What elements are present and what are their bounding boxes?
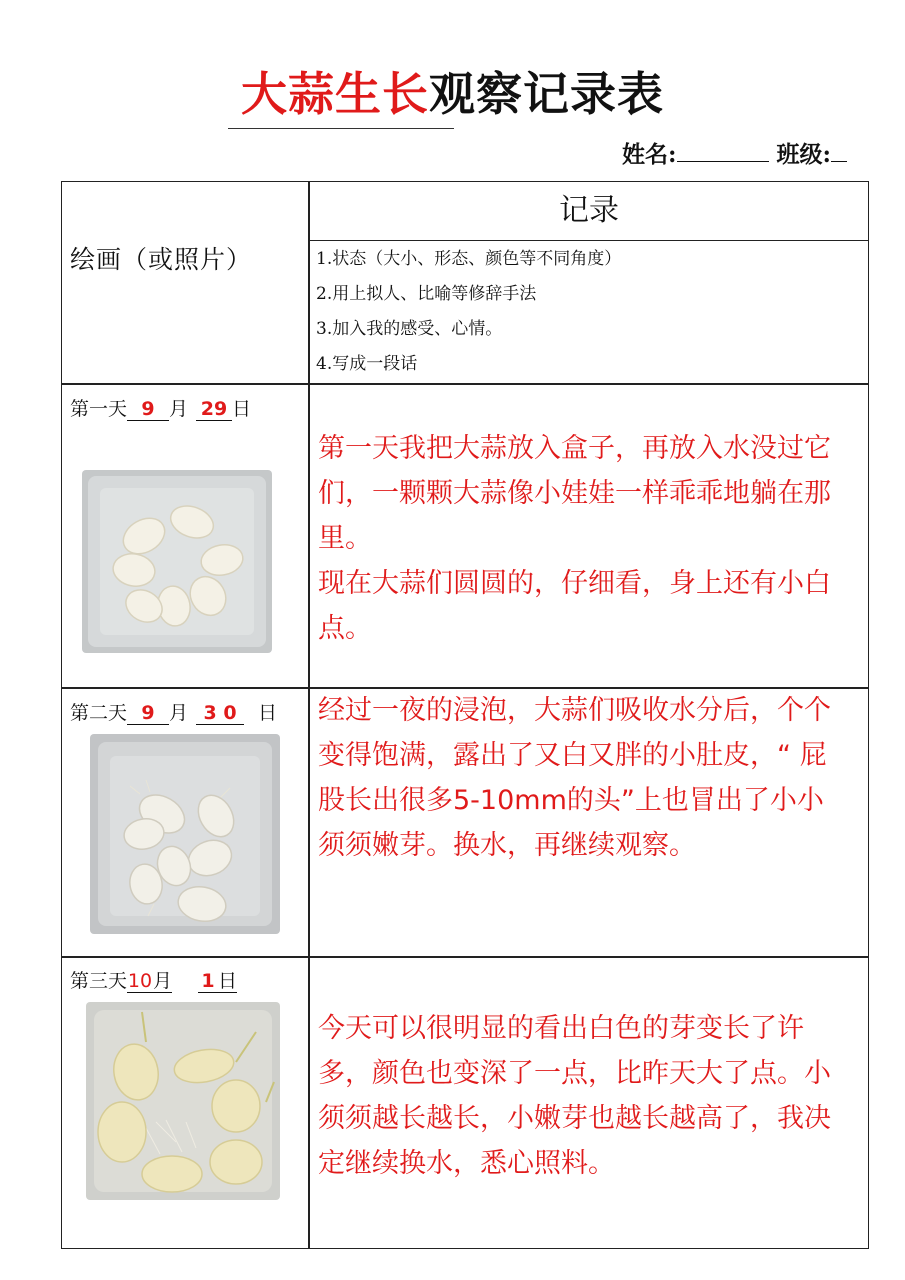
month-value: 9 (127, 702, 169, 725)
class-blank[interactable] (831, 142, 847, 162)
day-1-note: 第一天我把大蒜放入盒子，再放入水没过它们，一颗颗大蒜像小娃娃一样乖乖地躺在那里。 现在大蒜们圆圆的，仔细看，身上还有小白点。 (318, 433, 831, 644)
day-unit: 日 (218, 970, 238, 992)
column-divider (308, 182, 310, 1248)
student-info (622, 136, 847, 169)
day-2-date (70, 698, 277, 725)
name-blank[interactable] (677, 142, 769, 162)
day-3-note: 今天可以很明显的看出白色的芽变长了许多，颜色也变深了一点，比昨天大了点。小须须越长越长，小嫩芽也越长越高了，我决定继续换水，悉心照料。 (318, 1013, 831, 1179)
day-prefix: 第一天 (70, 398, 128, 420)
day-2-note: 经过一夜的浸泡，大蒜们吸收水分后，个个变得饱满，露出了又白又胖的小肚皮，“ 屁股长出很多5-10mm的头”上也冒出了小小须须嫩芽。换水，再继续观察。 (318, 695, 831, 861)
month-value: 10 (127, 970, 153, 992)
guide-item: 1.状态（大小、形态、颜色等不同角度） (316, 249, 622, 269)
day-2-photo (90, 734, 280, 934)
garlic-photo-icon (86, 1002, 280, 1200)
garlic-photo-icon (90, 734, 280, 934)
day-1-photo (82, 470, 272, 653)
day-3-photo (86, 1002, 280, 1200)
page-title (0, 58, 905, 124)
day-value: 29 (196, 398, 232, 421)
day-prefix: 第三天 (70, 970, 128, 992)
row-divider (62, 383, 868, 385)
class-label: 班级: (776, 141, 831, 168)
day-3-date (70, 966, 237, 993)
guide-item: 4.写成一段话 (316, 354, 418, 374)
day-unit: 日 (232, 398, 252, 420)
writing-guides (316, 244, 621, 384)
day-prefix: 第二天 (70, 702, 128, 724)
record-column-header: 记录 (559, 193, 619, 228)
drawing-column-header: 绘画（或照片） (70, 245, 253, 274)
day-value: 3 0 (196, 702, 244, 725)
month-unit: 月 (153, 970, 173, 992)
day-value: 1 (198, 970, 218, 993)
day-unit: 日 (258, 702, 278, 724)
month-unit: 月 (169, 702, 189, 724)
title-highlight: 大蒜生长 (241, 67, 429, 121)
day-1-date (70, 394, 251, 421)
title-rest: 观察记录表 (429, 67, 664, 121)
garlic-photo-icon (82, 470, 272, 653)
header-divider (309, 240, 869, 241)
month-value: 9 (127, 398, 169, 421)
title-underline (228, 128, 454, 129)
guide-item: 3.加入我的感受、心情。 (316, 319, 503, 339)
guide-item: 2.用上拟人、比喻等修辞手法 (316, 284, 537, 304)
name-label: 姓名: (622, 141, 677, 168)
record-table (61, 181, 869, 1249)
row-divider (62, 956, 868, 958)
month-unit: 月 (169, 398, 189, 420)
